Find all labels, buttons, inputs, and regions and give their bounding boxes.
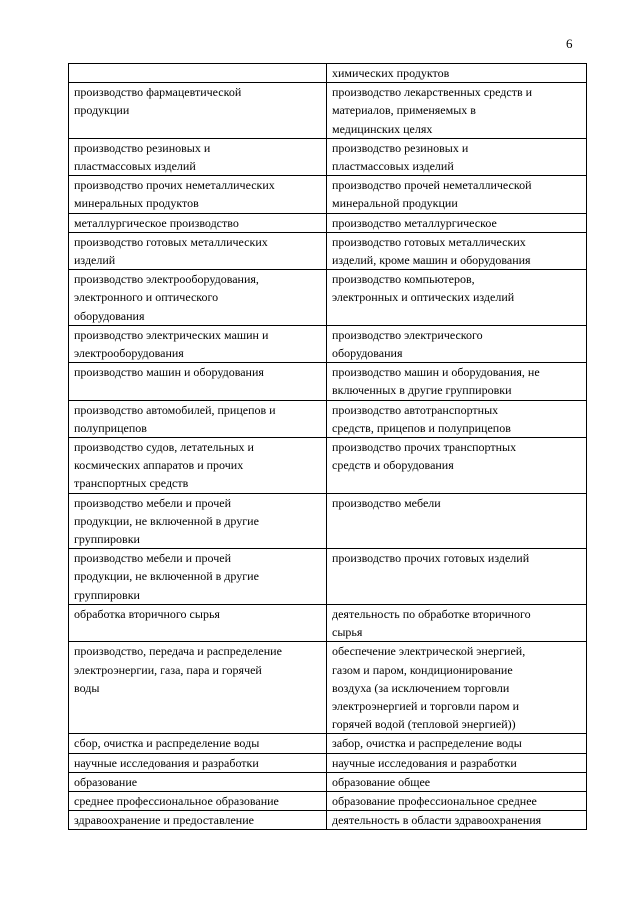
table-row xyxy=(69,604,587,641)
table-row xyxy=(69,138,587,175)
table-row xyxy=(69,549,587,605)
new-classification-cell: деятельность в области здравоохранения xyxy=(327,811,587,830)
table-row xyxy=(69,325,587,362)
new-classification-cell: деятельность по обработке вторичного сырья xyxy=(327,604,587,641)
table-row xyxy=(69,270,587,326)
table-row xyxy=(69,642,587,734)
table-row xyxy=(69,83,587,139)
old-classification-cell: здравоохранение и предоставление xyxy=(69,811,327,830)
new-classification-cell: производство прочих готовых изделий xyxy=(327,549,587,605)
new-classification-cell: образование общее xyxy=(327,772,587,791)
new-classification-cell: производство металлургическое xyxy=(327,213,587,232)
new-classification-cell: научные исследования и разработки xyxy=(327,753,587,772)
old-classification-cell: сбор, очистка и распределение воды xyxy=(69,734,327,753)
table-row xyxy=(69,213,587,232)
page-number: 6 xyxy=(566,36,573,51)
new-classification-cell: производство готовых металлических изделий, кроме машин и оборудования xyxy=(327,232,587,269)
new-classification-cell: производство прочей неметаллической минеральной продукции xyxy=(327,176,587,213)
table-row xyxy=(69,438,587,494)
table-row xyxy=(69,791,587,810)
table-body xyxy=(69,64,587,830)
old-classification-cell: производство готовых металлических изделий xyxy=(69,232,327,269)
old-classification-cell: производство резиновых и пластмассовых изделий xyxy=(69,138,327,175)
table-row xyxy=(69,64,587,83)
table-row xyxy=(69,493,587,549)
table-row xyxy=(69,811,587,830)
old-classification-cell xyxy=(69,64,327,83)
old-classification-cell: производство судов, летательных и космических аппаратов и прочих транспортных средств xyxy=(69,438,327,494)
new-classification-cell: производство машин и оборудования, не включенных в другие группировки xyxy=(327,363,587,400)
new-classification-cell: обеспечение электрической энергией, газом и паром, кондиционирование воздуха (за исключением торговли электроэнергией и торговли паром и горячей водой (тепловой энергией)) xyxy=(327,642,587,734)
new-classification-cell: производство электрического оборудования xyxy=(327,325,587,362)
table-row xyxy=(69,232,587,269)
old-classification-cell: обработка вторичного сырья xyxy=(69,604,327,641)
old-classification-cell: производство прочих неметаллических минеральных продуктов xyxy=(69,176,327,213)
old-classification-cell: научные исследования и разработки xyxy=(69,753,327,772)
old-classification-cell: среднее профессиональное образование xyxy=(69,791,327,810)
new-classification-cell: химических продуктов xyxy=(327,64,587,83)
new-classification-cell: производство резиновых и пластмассовых изделий xyxy=(327,138,587,175)
old-classification-cell: производство машин и оборудования xyxy=(69,363,327,400)
new-classification-cell: производство мебели xyxy=(327,493,587,549)
table-row xyxy=(69,400,587,437)
table-row xyxy=(69,772,587,791)
table-row xyxy=(69,753,587,772)
old-classification-cell: производство электрооборудования, электронного и оптического оборудования xyxy=(69,270,327,326)
new-classification-cell: производство лекарственных средств и материалов, применяемых в медицинских целях xyxy=(327,83,587,139)
new-classification-cell: производство автотранспортных средств, прицепов и полуприцепов xyxy=(327,400,587,437)
table-row xyxy=(69,363,587,400)
table-row xyxy=(69,734,587,753)
old-classification-cell: производство электрических машин и электрооборудования xyxy=(69,325,327,362)
old-classification-cell: производство фармацевтической продукции xyxy=(69,83,327,139)
old-classification-cell: производство автомобилей, прицепов и полуприцепов xyxy=(69,400,327,437)
old-classification-cell: металлургическое производство xyxy=(69,213,327,232)
new-classification-cell: производство прочих транспортных средств и оборудования xyxy=(327,438,587,494)
old-classification-cell: производство мебели и прочей продукции, не включенной в другие группировки xyxy=(69,549,327,605)
table-row xyxy=(69,176,587,213)
old-classification-cell: образование xyxy=(69,772,327,791)
activity-mapping-table xyxy=(68,63,587,830)
old-classification-cell: производство мебели и прочей продукции, не включенной в другие группировки xyxy=(69,493,327,549)
new-classification-cell: производство компьютеров, электронных и оптических изделий xyxy=(327,270,587,326)
old-classification-cell: производство, передача и распределение электроэнергии, газа, пара и горячей воды xyxy=(69,642,327,734)
new-classification-cell: забор, очистка и распределение воды xyxy=(327,734,587,753)
new-classification-cell: образование профессиональное среднее xyxy=(327,791,587,810)
